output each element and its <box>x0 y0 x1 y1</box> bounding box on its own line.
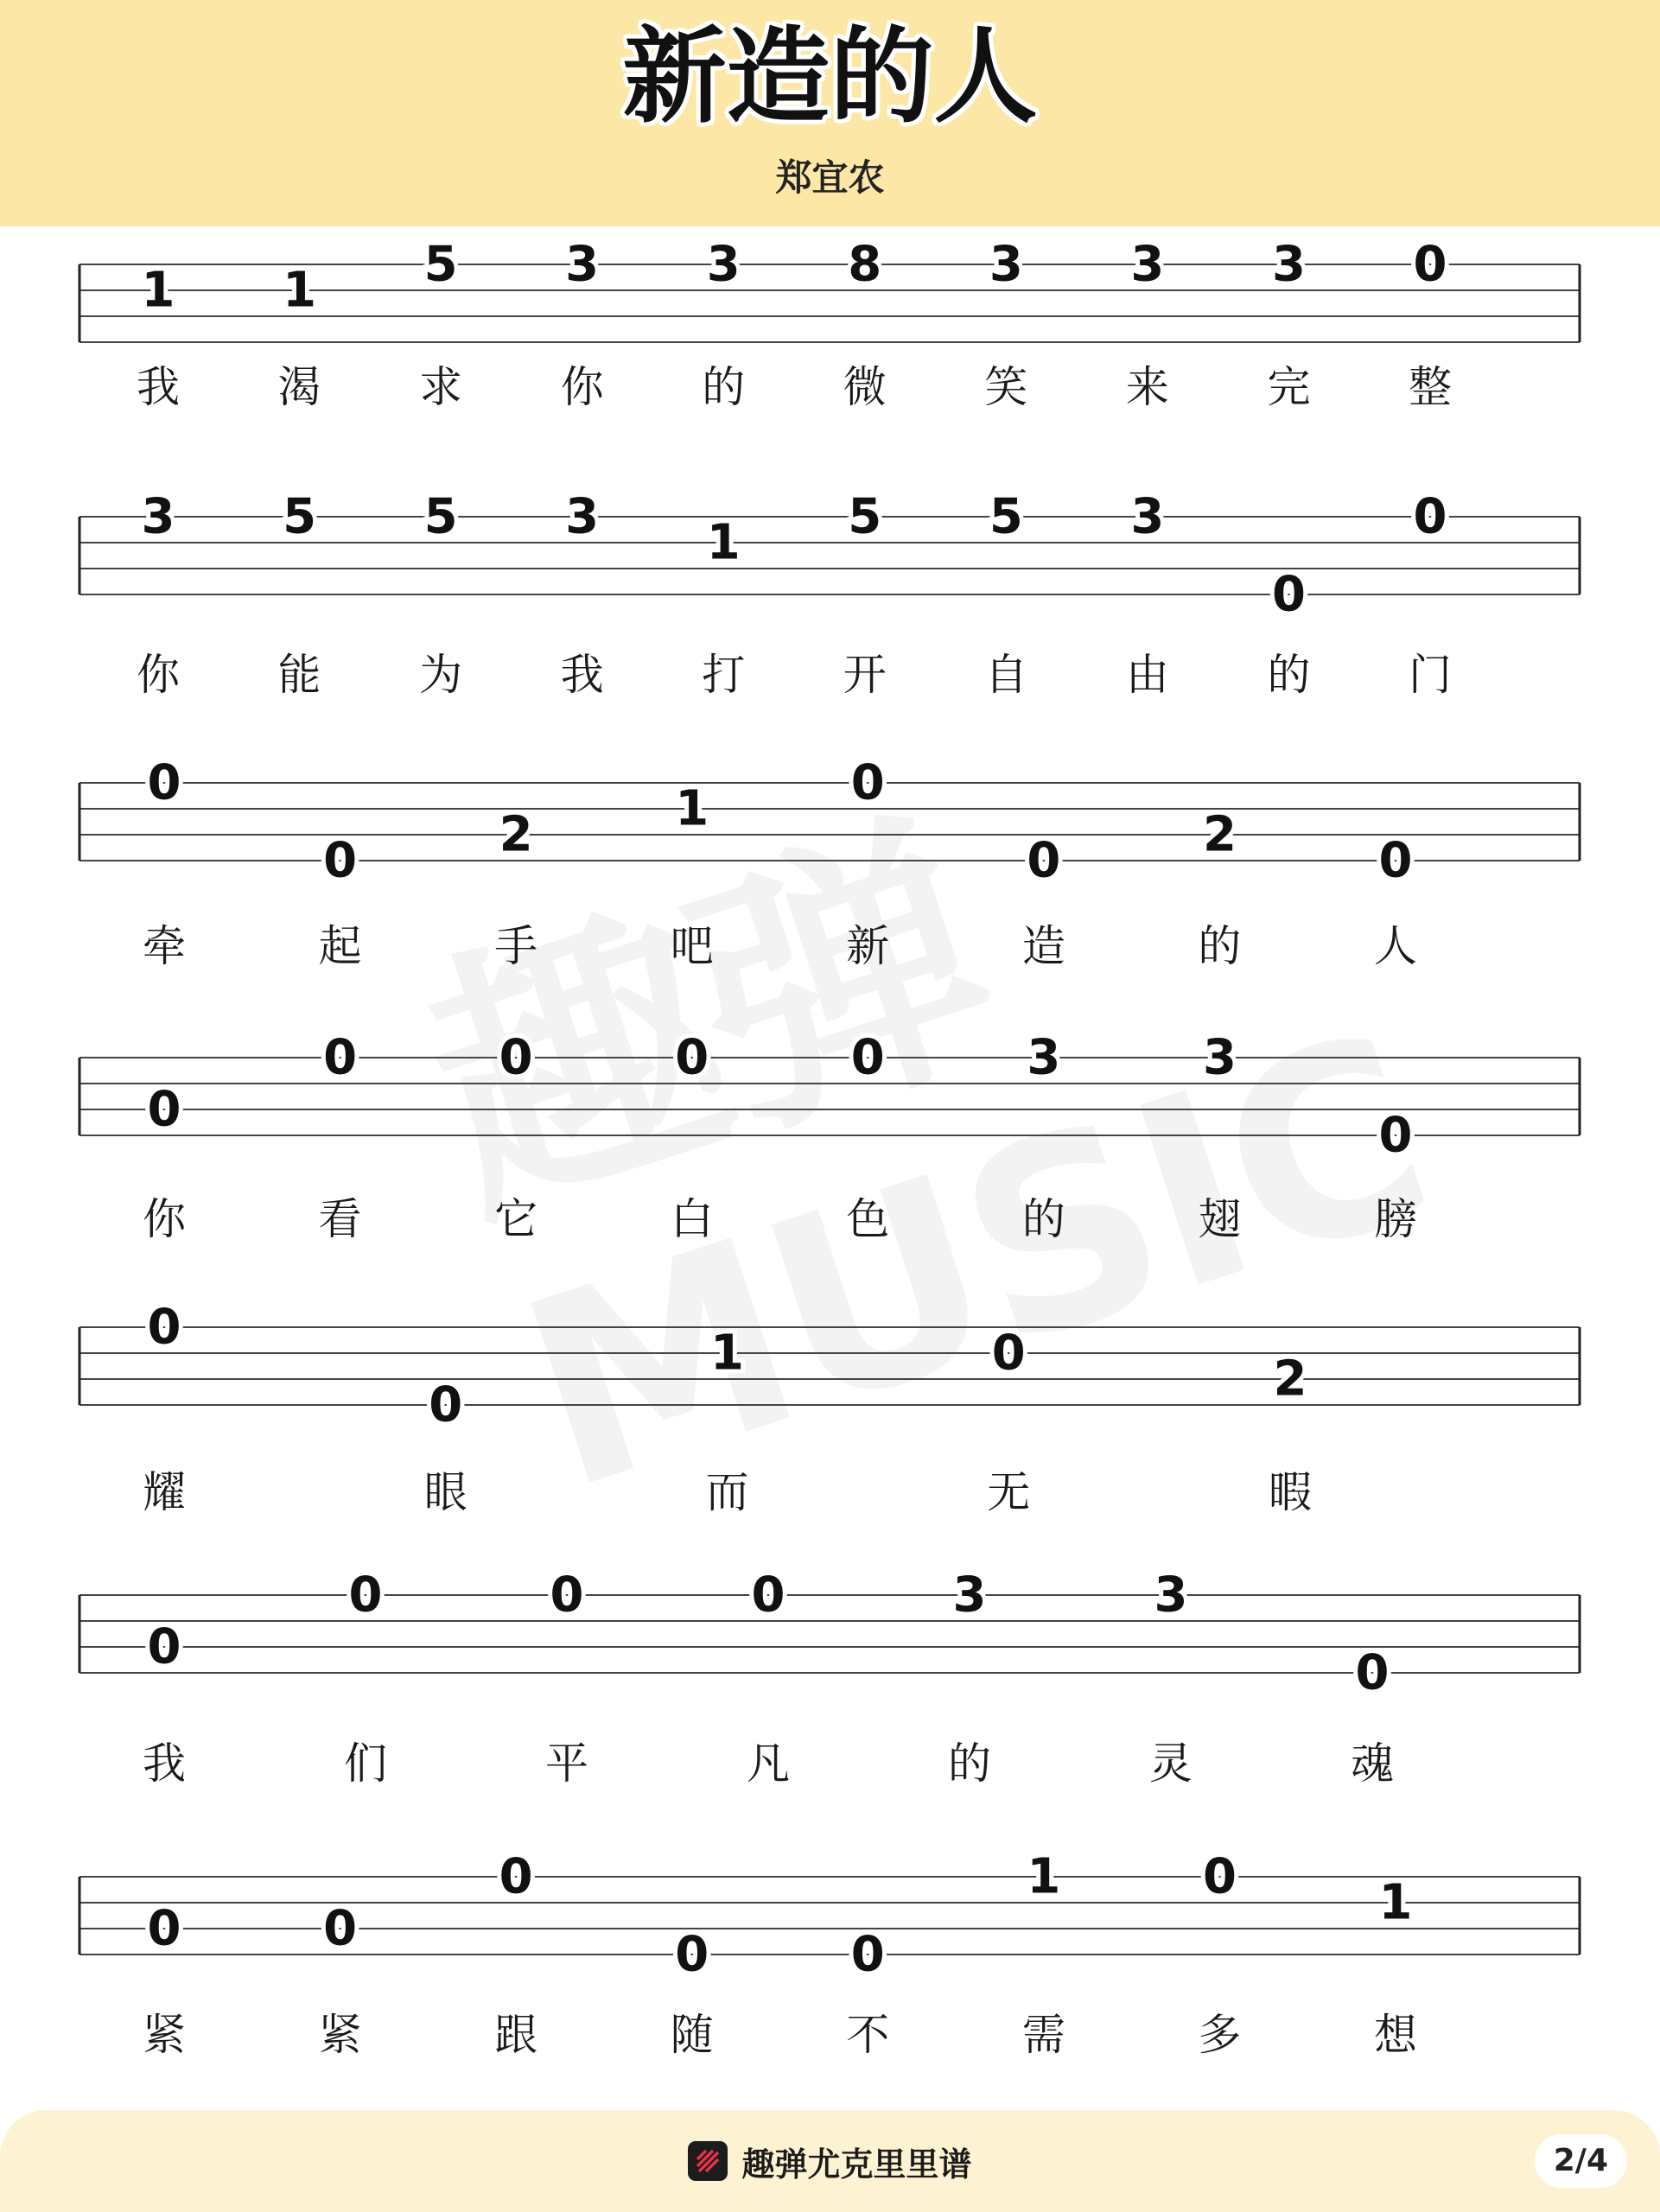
tab-note: 0 <box>323 1900 358 1957</box>
lyric-char: 我 <box>143 1738 186 1789</box>
tab-note: 0 <box>323 1029 358 1086</box>
tab-note: 3 <box>706 236 741 293</box>
tab-staff <box>80 1030 1580 1245</box>
lyric-char: 造 <box>1021 921 1065 971</box>
lyric-char: 求 <box>419 362 463 412</box>
lyric-char: 完 <box>1267 362 1311 412</box>
tab-note: 0 <box>850 754 885 811</box>
tab-note: 0 <box>991 1325 1026 1382</box>
tab-note: 0 <box>1027 832 1061 889</box>
brand-name: 趣弹尤克里里谱 <box>741 2145 972 2183</box>
tab-note: 0 <box>1378 832 1413 889</box>
lyric-char: 门 <box>1409 650 1452 700</box>
tab-note: 3 <box>1027 1029 1061 1086</box>
tab-note: 0 <box>499 1029 533 1086</box>
tab-staff <box>80 1849 1580 2061</box>
tab-note: 2 <box>1273 1351 1307 1408</box>
tab-note: 2 <box>499 806 533 863</box>
tab-note: 5 <box>848 488 882 545</box>
tab-note: 0 <box>499 1848 533 1905</box>
lyric-char: 手 <box>494 921 538 971</box>
lyric-char: 的 <box>1267 650 1311 700</box>
page-indicator: 2/4 <box>1535 2134 1627 2188</box>
tab-note: 0 <box>147 1299 181 1356</box>
footer-bar <box>0 2110 1660 2212</box>
lyric-char: 开 <box>843 650 887 700</box>
tab-note: 0 <box>751 1567 785 1624</box>
tab-note: 1 <box>1027 1848 1061 1905</box>
tab-note: 3 <box>989 236 1023 293</box>
lyric-char: 翅 <box>1198 1194 1242 1244</box>
tab-note: 5 <box>989 488 1023 545</box>
tab-note: 0 <box>429 1376 463 1433</box>
lyric-char: 人 <box>1374 921 1417 971</box>
lyric-char: 灵 <box>1149 1738 1193 1789</box>
lyric-char: 凡 <box>747 1738 790 1789</box>
tab-note: 0 <box>1378 1107 1413 1164</box>
tab-note: 0 <box>147 1900 181 1957</box>
tab-staff <box>80 1300 1580 1518</box>
tab-note: 3 <box>1130 236 1165 293</box>
lyric-char: 它 <box>494 1194 538 1244</box>
song-title: 新造的人 <box>622 17 1038 137</box>
tab-note: 0 <box>147 1618 181 1675</box>
lyric-char: 整 <box>1409 362 1452 412</box>
tab-note: 0 <box>675 1029 709 1086</box>
tab-note: 1 <box>706 514 741 571</box>
lyric-char: 看 <box>318 1194 362 1244</box>
lyric-char: 你 <box>143 1194 186 1244</box>
tab-note: 0 <box>147 754 181 811</box>
lyric-char: 由 <box>1125 650 1169 700</box>
tab-note: 8 <box>848 236 882 293</box>
lyric-char: 跟 <box>494 2010 538 2060</box>
tab-note: 0 <box>1355 1644 1390 1701</box>
tab-note: 5 <box>283 488 317 545</box>
lyric-char: 我 <box>560 650 604 700</box>
tab-note: 1 <box>283 262 317 319</box>
tab-note: 1 <box>1378 1874 1413 1931</box>
lyric-char: 平 <box>545 1738 588 1789</box>
lyric-char: 为 <box>419 650 463 700</box>
tab-note: 0 <box>675 1926 709 1983</box>
lyric-char: 想 <box>1374 2010 1417 2060</box>
brand <box>0 2110 1660 2212</box>
tab-note: 3 <box>1202 1029 1237 1086</box>
lyric-char: 需 <box>1021 2010 1065 2060</box>
lyric-char: 紧 <box>143 2010 186 2060</box>
lyric-char: 而 <box>705 1467 749 1517</box>
lyric-char: 牵 <box>143 921 186 971</box>
tab-staff <box>80 1567 1580 1789</box>
tab-note: 3 <box>565 236 600 293</box>
lyric-char: 耀 <box>143 1467 186 1517</box>
lyric-char: 眼 <box>423 1467 467 1517</box>
lyric-char: 笑 <box>984 362 1028 412</box>
lyric-char: 渴 <box>277 362 321 412</box>
lyric-char: 们 <box>344 1738 387 1789</box>
lyric-char: 你 <box>560 362 604 412</box>
lyric-char: 你 <box>137 650 180 700</box>
lyric-char: 来 <box>1125 362 1169 412</box>
tab-note: 0 <box>850 1029 885 1086</box>
lyric-char: 的 <box>1021 1194 1065 1244</box>
lyric-char: 不 <box>846 2010 890 2060</box>
lyric-char: 膀 <box>1374 1194 1417 1244</box>
lyric-char: 暇 <box>1269 1467 1312 1517</box>
lyric-char: 无 <box>987 1467 1031 1517</box>
tab-staff <box>80 755 1580 972</box>
lyric-char: 吧 <box>670 921 714 971</box>
lyric-char: 自 <box>984 650 1028 700</box>
tab-note: 3 <box>1130 488 1165 545</box>
tab-note: 0 <box>550 1567 584 1624</box>
lyric-char: 魂 <box>1351 1738 1394 1789</box>
lyric-char: 的 <box>1198 921 1242 971</box>
tab-note: 1 <box>710 1325 744 1382</box>
tab-note: 0 <box>147 1081 181 1138</box>
lyric-char: 的 <box>702 362 746 412</box>
tab-note: 1 <box>141 262 175 319</box>
lyric-char: 打 <box>702 650 746 700</box>
lyric-char: 的 <box>948 1738 991 1789</box>
tab-note: 0 <box>1413 236 1447 293</box>
tab-note: 5 <box>423 236 458 293</box>
lyric-char: 新 <box>846 921 890 971</box>
stripes-logo-icon <box>688 2141 728 2181</box>
lyric-char: 随 <box>670 2010 714 2060</box>
tab-note: 2 <box>1202 806 1237 863</box>
song-artist: 郑宜农 <box>775 156 885 199</box>
lyric-char: 起 <box>318 921 362 971</box>
tab-note: 3 <box>1154 1567 1188 1624</box>
tab-note: 1 <box>675 780 709 837</box>
tab-note: 0 <box>323 832 358 889</box>
tab-note: 5 <box>423 488 458 545</box>
tab-note: 3 <box>141 488 175 545</box>
lyric-char: 多 <box>1198 2010 1242 2060</box>
tab-note: 0 <box>1202 1848 1237 1905</box>
tab-note: 0 <box>348 1567 383 1624</box>
lyric-char: 色 <box>846 1194 890 1244</box>
tab-note: 0 <box>1413 488 1447 545</box>
lyric-char: 我 <box>137 362 180 412</box>
tab-note: 3 <box>1271 236 1306 293</box>
tab-staff <box>80 489 1580 701</box>
tab-staff <box>80 237 1580 413</box>
tab-note: 0 <box>850 1926 885 1983</box>
lyric-char: 白 <box>670 1194 714 1244</box>
tab-note: 3 <box>952 1567 987 1624</box>
tab-note: 3 <box>565 488 600 545</box>
lyric-char: 紧 <box>318 2010 362 2060</box>
lyric-char: 能 <box>277 650 321 700</box>
tab-note: 0 <box>1271 566 1306 623</box>
lyric-char: 微 <box>843 362 887 412</box>
